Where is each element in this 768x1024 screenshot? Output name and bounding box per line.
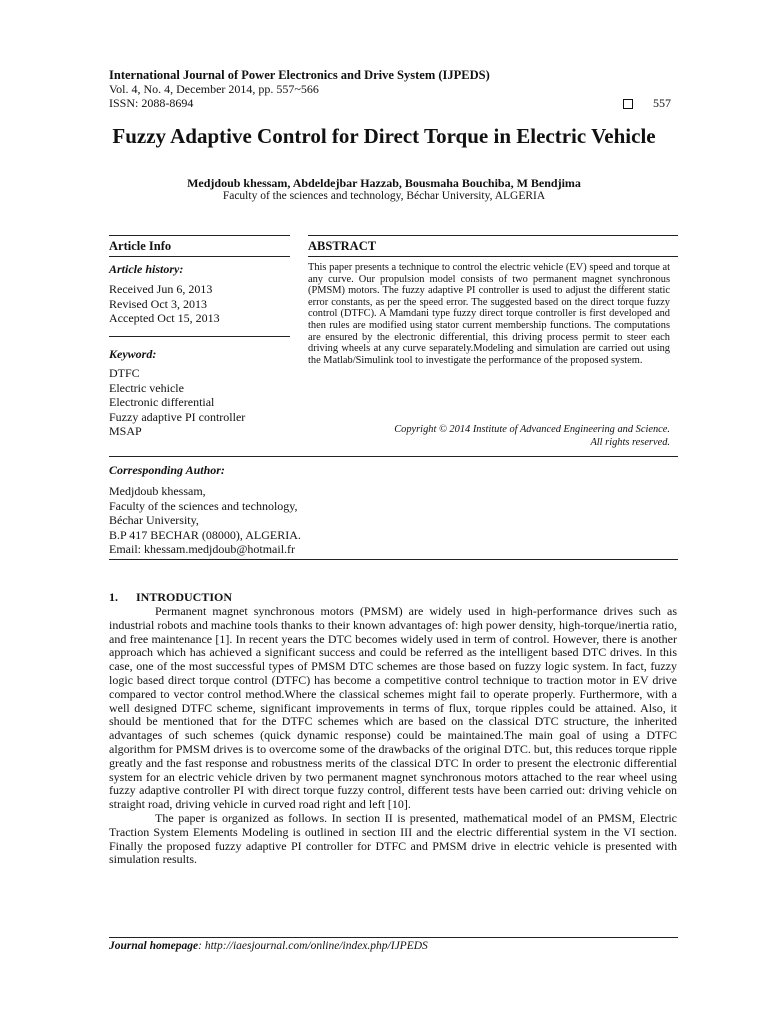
journal-homepage (109, 940, 428, 952)
divider (109, 336, 290, 337)
author-faculty: Faculty of the sciences and technology, (109, 498, 298, 513)
page-number-block (623, 96, 671, 111)
author-address: B.P 417 BECHAR (08000), ALGERIA. (109, 527, 301, 542)
keyword-item: Electric vehicle (109, 380, 184, 395)
abstract-text: This paper presents a technique to control the electric vehicle (EV) speed and torque at any curve. Our propulsion model consists of two permanent magnet synchronous (PMSM) motors. The fuzzy adaptive PI controller is used to adjust the different static error constants, as per the speed error. The suggested based on the direct torque fuzzy control (DTFC). A Mamdani type fuzzy direct torque controller is first developed and then rules are modified using stator current membership functions. The computations are ensured by the electronic differential, this driving process permit to steer each driving wheels at any curve separately.Modeling and simulation are carried out using the Matlab/Simulink tool to investigate the performance of the proposed system. (308, 262, 670, 366)
author-list: Medjdoub khessam, Abdeldejbar Hazzab, Bousmaha Bouchiba, M Bendjima (187, 176, 581, 190)
author-email: Email: khessam.medjdoub@hotmail.fr (109, 542, 296, 557)
paragraph: The paper is organized as follows. In section II is presented, mathematical model of an PMSM, Electric Traction System Elements Modeling is outlined in section III and the electric differential system in the VI section. Finally the proposed fuzzy adaptive PI controller for DTFC and PMSM drive in electric vehicle is presented with simulation results. (109, 810, 677, 867)
copyright-notice (308, 423, 670, 449)
journal-name: International Journal of Power Electronics and Drive System (IJPEDS) (109, 68, 490, 82)
copyright-line: Copyright © 2014 Institute of Advanced Engineering and Science. (394, 424, 670, 435)
affiliation: Faculty of the sciences and technology, Béchar University, ALGERIA (222, 190, 546, 202)
divider (308, 256, 678, 257)
section-heading-introduction (109, 590, 232, 605)
square-bullet-icon (623, 99, 633, 109)
footer-url[interactable]: : http://iaesjournal.com/online/index.php/IJPEDS (198, 940, 428, 952)
section-number: 1. (109, 590, 118, 604)
footer-divider (109, 937, 678, 938)
keyword-item: Fuzzy adaptive PI controller (109, 409, 246, 424)
history-received: Received Jun 6, 2013 (109, 282, 213, 296)
keyword-item: DTFC (109, 366, 140, 380)
divider (308, 235, 678, 236)
corresponding-author-details (109, 484, 301, 557)
history-revised: Revised Oct 3, 2013 (109, 296, 207, 311)
divider (109, 235, 290, 236)
keyword-list (109, 366, 245, 439)
journal-volume: Vol. 4, No. 4, December 2014, pp. 557~566 (109, 82, 319, 96)
section-title: INTRODUCTION (136, 590, 233, 604)
paragraph: Permanent magnet synchronous motors (PMSM) are widely used in high-performance drives such as industrial robots and machine tools thanks to their known advantages of: high power density, high-torque/inertia ratio, and free maintenance [1]. In recent years the DTC becomes widely used in term of control. However, there is another approach which has achieved a significant success and could be referred as the intelligent based DTC drives. In this case, one of the most successful types of PMSM DTC schemes are those based on fuzzy logic system. In fact, fuzzy logic based direct torque control (DTFC) has become a competitive control technique to traction motor in EV drive compared to vector control method.Where the classical schemes might fail to operate properly. Furthermore, with a well designed DTFC scheme, significant improvements in terms of flux, torque ripples could be attained. Also, it should be mentioned that for the DTFC schemes which are based on the classical DTC structure, the inherited advantages of such schemes (quick dynamic response) could be maintained.The main goal of using a DTFC algorithm for PMSM drives is to overcome some of the drawbacks of the original DTC. but, this reduces torque ripple greatly and the fast response and robustness merits of the classical DTC In order to present the electronic differential system for an electric vehicle driven by two permanent magnet synchronous motors attached to the rear wheel using fuzzy adaptive controller PI with direct torque fuzzy control, different tests have been carried out: driving vehicle on straight road, driving vehicle in curved road right and left [10]. (109, 604, 677, 812)
author-university: Béchar University, (109, 513, 199, 528)
journal-issn: ISSN: 2088-8694 (109, 96, 194, 110)
article-info-heading: Article Info (109, 239, 172, 253)
paper-title: Fuzzy Adaptive Control for Direct Torque in Electric Vehicle (112, 124, 656, 148)
divider (109, 559, 678, 560)
article-history (109, 282, 220, 326)
footer-label: Journal homepage (109, 940, 199, 952)
divider (109, 456, 678, 457)
keyword-item: Electronic differential (109, 395, 215, 410)
corresponding-author-label: Corresponding Author: (109, 463, 225, 477)
history-accepted: Accepted Oct 15, 2013 (109, 311, 220, 326)
page-number: 557 (653, 96, 671, 110)
keyword-label: Keyword: (109, 347, 157, 361)
abstract-heading: ABSTRACT (308, 239, 377, 253)
author-name: Medjdoub khessam, (109, 484, 206, 498)
keyword-item: MSAP (109, 424, 142, 439)
copyright-rights: All rights reserved. (590, 437, 670, 448)
divider (109, 256, 290, 257)
article-history-label: Article history: (109, 262, 184, 276)
introduction-body (109, 605, 677, 867)
